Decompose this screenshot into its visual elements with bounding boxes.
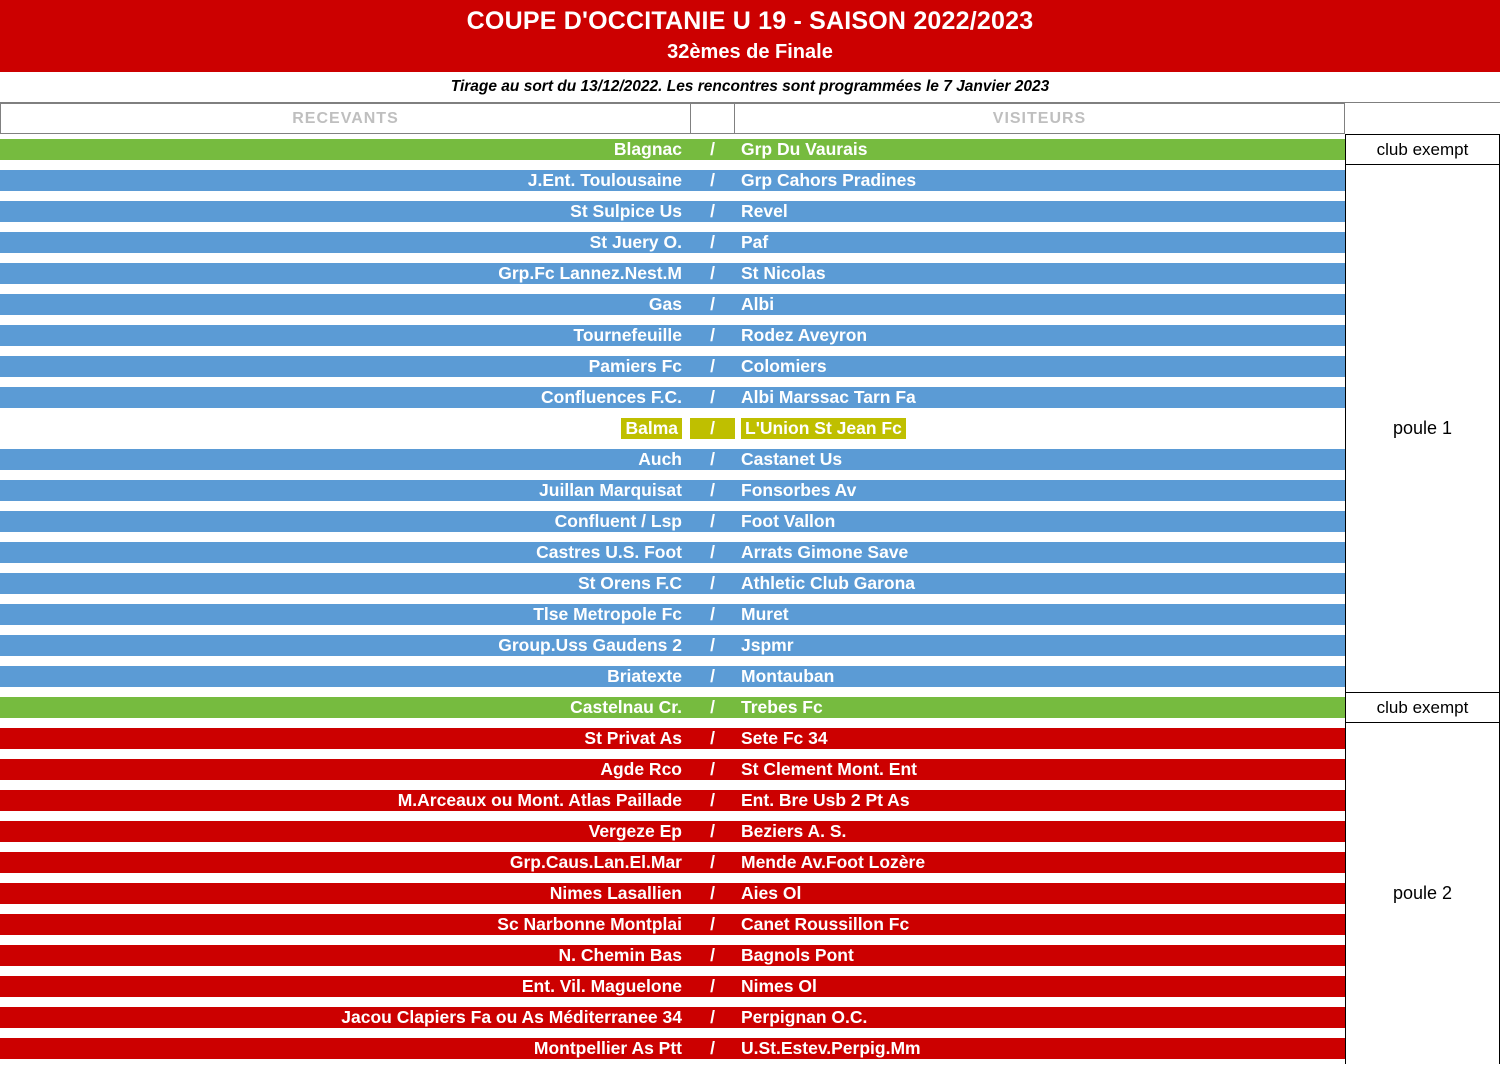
row-annotation-cell	[1345, 1033, 1500, 1064]
table-row	[0, 1002, 1500, 1033]
row-annotation-cell	[1345, 723, 1500, 754]
row-annotation-cell	[1345, 382, 1500, 413]
versus-separator: /	[690, 263, 735, 284]
away-team: Montauban	[735, 666, 1345, 687]
versus-separator: /	[690, 170, 735, 191]
column-header-away: VISITEURS	[735, 103, 1345, 134]
club-exempt-badge: club exempt	[1345, 692, 1500, 723]
table-row	[0, 165, 1500, 196]
home-team: Pamiers Fc	[0, 356, 690, 377]
versus-separator: /	[690, 511, 735, 532]
table-row	[0, 475, 1500, 506]
table-row	[0, 320, 1500, 351]
versus-separator: /	[690, 418, 735, 439]
row-annotation-cell	[1345, 940, 1500, 971]
home-team: Confluent / Lsp	[0, 511, 690, 532]
poule-2-label: poule 2	[1345, 723, 1500, 1064]
home-team: Grp.Caus.Lan.El.Mar	[0, 852, 690, 873]
table-row	[0, 258, 1500, 289]
table-row	[0, 785, 1500, 816]
away-team: Canet Roussillon Fc	[735, 914, 1345, 935]
away-team: St Nicolas	[735, 263, 1345, 284]
table-row	[0, 537, 1500, 568]
away-team: Nimes Ol	[735, 976, 1345, 997]
row-annotation-cell	[1345, 568, 1500, 599]
versus-separator: /	[690, 759, 735, 780]
versus-separator: /	[690, 945, 735, 966]
row-annotation-cell	[1345, 754, 1500, 785]
versus-separator: /	[690, 728, 735, 749]
away-team: L'Union St Jean Fc	[735, 418, 1345, 439]
table-row	[0, 134, 1500, 165]
table-row	[0, 568, 1500, 599]
home-team: Nimes Lasallien	[0, 883, 690, 904]
home-team: Auch	[0, 449, 690, 470]
versus-separator: /	[690, 821, 735, 842]
row-annotation-cell	[1345, 847, 1500, 878]
table-row	[0, 661, 1500, 692]
home-team: Montpellier As Ptt	[0, 1038, 690, 1059]
away-team: Albi Marssac Tarn Fa	[735, 387, 1345, 408]
versus-separator: /	[690, 294, 735, 315]
home-team: N. Chemin Bas	[0, 945, 690, 966]
home-team: Blagnac	[0, 139, 690, 160]
table-row	[0, 196, 1500, 227]
row-annotation-cell	[1345, 816, 1500, 847]
row-annotation-cell	[1345, 506, 1500, 537]
versus-separator: /	[690, 914, 735, 935]
versus-separator: /	[690, 1007, 735, 1028]
versus-separator: /	[690, 356, 735, 377]
table-row	[0, 351, 1500, 382]
versus-separator: /	[690, 542, 735, 563]
home-team: Balma	[0, 418, 690, 439]
away-team: Jspmr	[735, 635, 1345, 656]
home-team: Vergeze Ep	[0, 821, 690, 842]
home-team: Confluences F.C.	[0, 387, 690, 408]
row-annotation-cell	[1345, 444, 1500, 475]
home-team: Juillan Marquisat	[0, 480, 690, 501]
table-row	[0, 723, 1500, 754]
versus-separator: /	[690, 449, 735, 470]
versus-separator: /	[690, 852, 735, 873]
table-row	[0, 971, 1500, 1002]
versus-separator: /	[690, 1038, 735, 1059]
home-team: St Orens F.C	[0, 573, 690, 594]
away-team: Muret	[735, 604, 1345, 625]
home-team: M.Arceaux ou Mont. Atlas Paillade	[0, 790, 690, 811]
versus-separator: /	[690, 883, 735, 904]
away-team: Albi	[735, 294, 1345, 315]
row-annotation-cell	[1345, 599, 1500, 630]
home-team: Gas	[0, 294, 690, 315]
column-header-row	[0, 103, 1500, 134]
versus-separator: /	[690, 325, 735, 346]
table-row	[0, 289, 1500, 320]
column-header-spacer	[1345, 103, 1500, 134]
table-row	[0, 227, 1500, 258]
table-row	[0, 599, 1500, 630]
away-team: Athletic Club Garona	[735, 573, 1345, 594]
versus-separator: /	[690, 232, 735, 253]
versus-separator: /	[690, 604, 735, 625]
versus-separator: /	[690, 573, 735, 594]
away-team: Aies Ol	[735, 883, 1345, 904]
club-exempt-badge: club exempt	[1345, 134, 1500, 165]
away-team: Perpignan O.C.	[735, 1007, 1345, 1028]
row-annotation-cell	[1345, 1002, 1500, 1033]
row-annotation-cell	[1345, 909, 1500, 940]
home-team: J.Ent. Toulousaine	[0, 170, 690, 191]
home-team: Grp.Fc Lannez.Nest.M	[0, 263, 690, 284]
table-row	[0, 692, 1500, 723]
row-annotation-cell	[1345, 320, 1500, 351]
poule-1-label: poule 1	[1345, 165, 1500, 692]
versus-separator: /	[690, 387, 735, 408]
draw-note-row	[0, 72, 1500, 103]
draw-note: Tirage au sort du 13/12/2022. Les rencontres sont programmées le 7 Janvier 2023	[450, 78, 1050, 95]
row-annotation-cell	[1345, 537, 1500, 568]
away-team: U.St.Estev.Perpig.Mm	[735, 1038, 1345, 1059]
table-row	[0, 940, 1500, 971]
versus-separator: /	[690, 201, 735, 222]
versus-separator: /	[690, 635, 735, 656]
away-team: Colomiers	[735, 356, 1345, 377]
round-subtitle: 32èmes de Finale	[667, 41, 833, 63]
home-team: Group.Uss Gaudens 2	[0, 635, 690, 656]
versus-separator: /	[690, 697, 735, 718]
away-team: St Clement Mont. Ent	[735, 759, 1345, 780]
away-team: Beziers A. S.	[735, 821, 1345, 842]
versus-separator: /	[690, 480, 735, 501]
row-annotation-cell	[1345, 413, 1500, 444]
versus-separator: /	[690, 139, 735, 160]
home-team: Briatexte	[0, 666, 690, 687]
row-annotation-cell	[1345, 785, 1500, 816]
away-team: Revel	[735, 201, 1345, 222]
away-team: Grp Cahors Pradines	[735, 170, 1345, 191]
away-team: Ent. Bre Usb 2 Pt As	[735, 790, 1345, 811]
away-team: Bagnols Pont	[735, 945, 1345, 966]
column-header-home: RECEVANTS	[0, 103, 690, 134]
home-team: Castelnau Cr.	[0, 697, 690, 718]
row-annotation-cell	[1345, 289, 1500, 320]
away-team: Foot Vallon	[735, 511, 1345, 532]
away-team: Fonsorbes Av	[735, 480, 1345, 501]
table-row	[0, 847, 1500, 878]
row-annotation-cell	[1345, 351, 1500, 382]
away-team: Sete Fc 34	[735, 728, 1345, 749]
versus-separator: /	[690, 976, 735, 997]
table-row	[0, 909, 1500, 940]
table-row	[0, 413, 1500, 444]
table-row	[0, 878, 1500, 909]
home-team: Sc Narbonne Montplai	[0, 914, 690, 935]
versus-separator: /	[690, 666, 735, 687]
table-row	[0, 754, 1500, 785]
table-row	[0, 506, 1500, 537]
column-header-slash	[690, 103, 735, 134]
table-row	[0, 1033, 1500, 1064]
table-row	[0, 816, 1500, 847]
away-team: Mende Av.Foot Lozère	[735, 852, 1345, 873]
row-annotation-cell	[1345, 227, 1500, 258]
home-team: Tlse Metropole Fc	[0, 604, 690, 625]
row-annotation-cell	[1345, 165, 1500, 196]
home-team: Tournefeuille	[0, 325, 690, 346]
row-annotation-cell	[1345, 661, 1500, 692]
home-team: St Juery O.	[0, 232, 690, 253]
away-team: Trebes Fc	[735, 697, 1345, 718]
home-team: Ent. Vil. Maguelone	[0, 976, 690, 997]
home-team: St Privat As	[0, 728, 690, 749]
row-annotation-cell	[1345, 630, 1500, 661]
page-title: COUPE D'OCCITANIE U 19 - SAISON 2022/2023	[466, 7, 1034, 35]
away-team: Paf	[735, 232, 1345, 253]
home-team: Agde Rco	[0, 759, 690, 780]
row-annotation-cell	[1345, 692, 1500, 723]
row-annotation-cell	[1345, 258, 1500, 289]
home-team: Jacou Clapiers Fa ou As Méditerranee 34	[0, 1007, 690, 1028]
header-banner	[0, 0, 1500, 72]
away-team: Arrats Gimone Save	[735, 542, 1345, 563]
away-team: Grp Du Vaurais	[735, 139, 1345, 160]
table-row	[0, 630, 1500, 661]
away-team: Rodez Aveyron	[735, 325, 1345, 346]
match-list	[0, 134, 1500, 1064]
table-row	[0, 444, 1500, 475]
row-annotation-cell	[1345, 134, 1500, 165]
row-annotation-cell	[1345, 971, 1500, 1002]
home-team: Castres U.S. Foot	[0, 542, 690, 563]
table-row	[0, 382, 1500, 413]
row-annotation-cell	[1345, 196, 1500, 227]
row-annotation-cell	[1345, 475, 1500, 506]
away-team: Castanet Us	[735, 449, 1345, 470]
row-annotation-cell	[1345, 878, 1500, 909]
home-team: St Sulpice Us	[0, 201, 690, 222]
versus-separator: /	[690, 790, 735, 811]
